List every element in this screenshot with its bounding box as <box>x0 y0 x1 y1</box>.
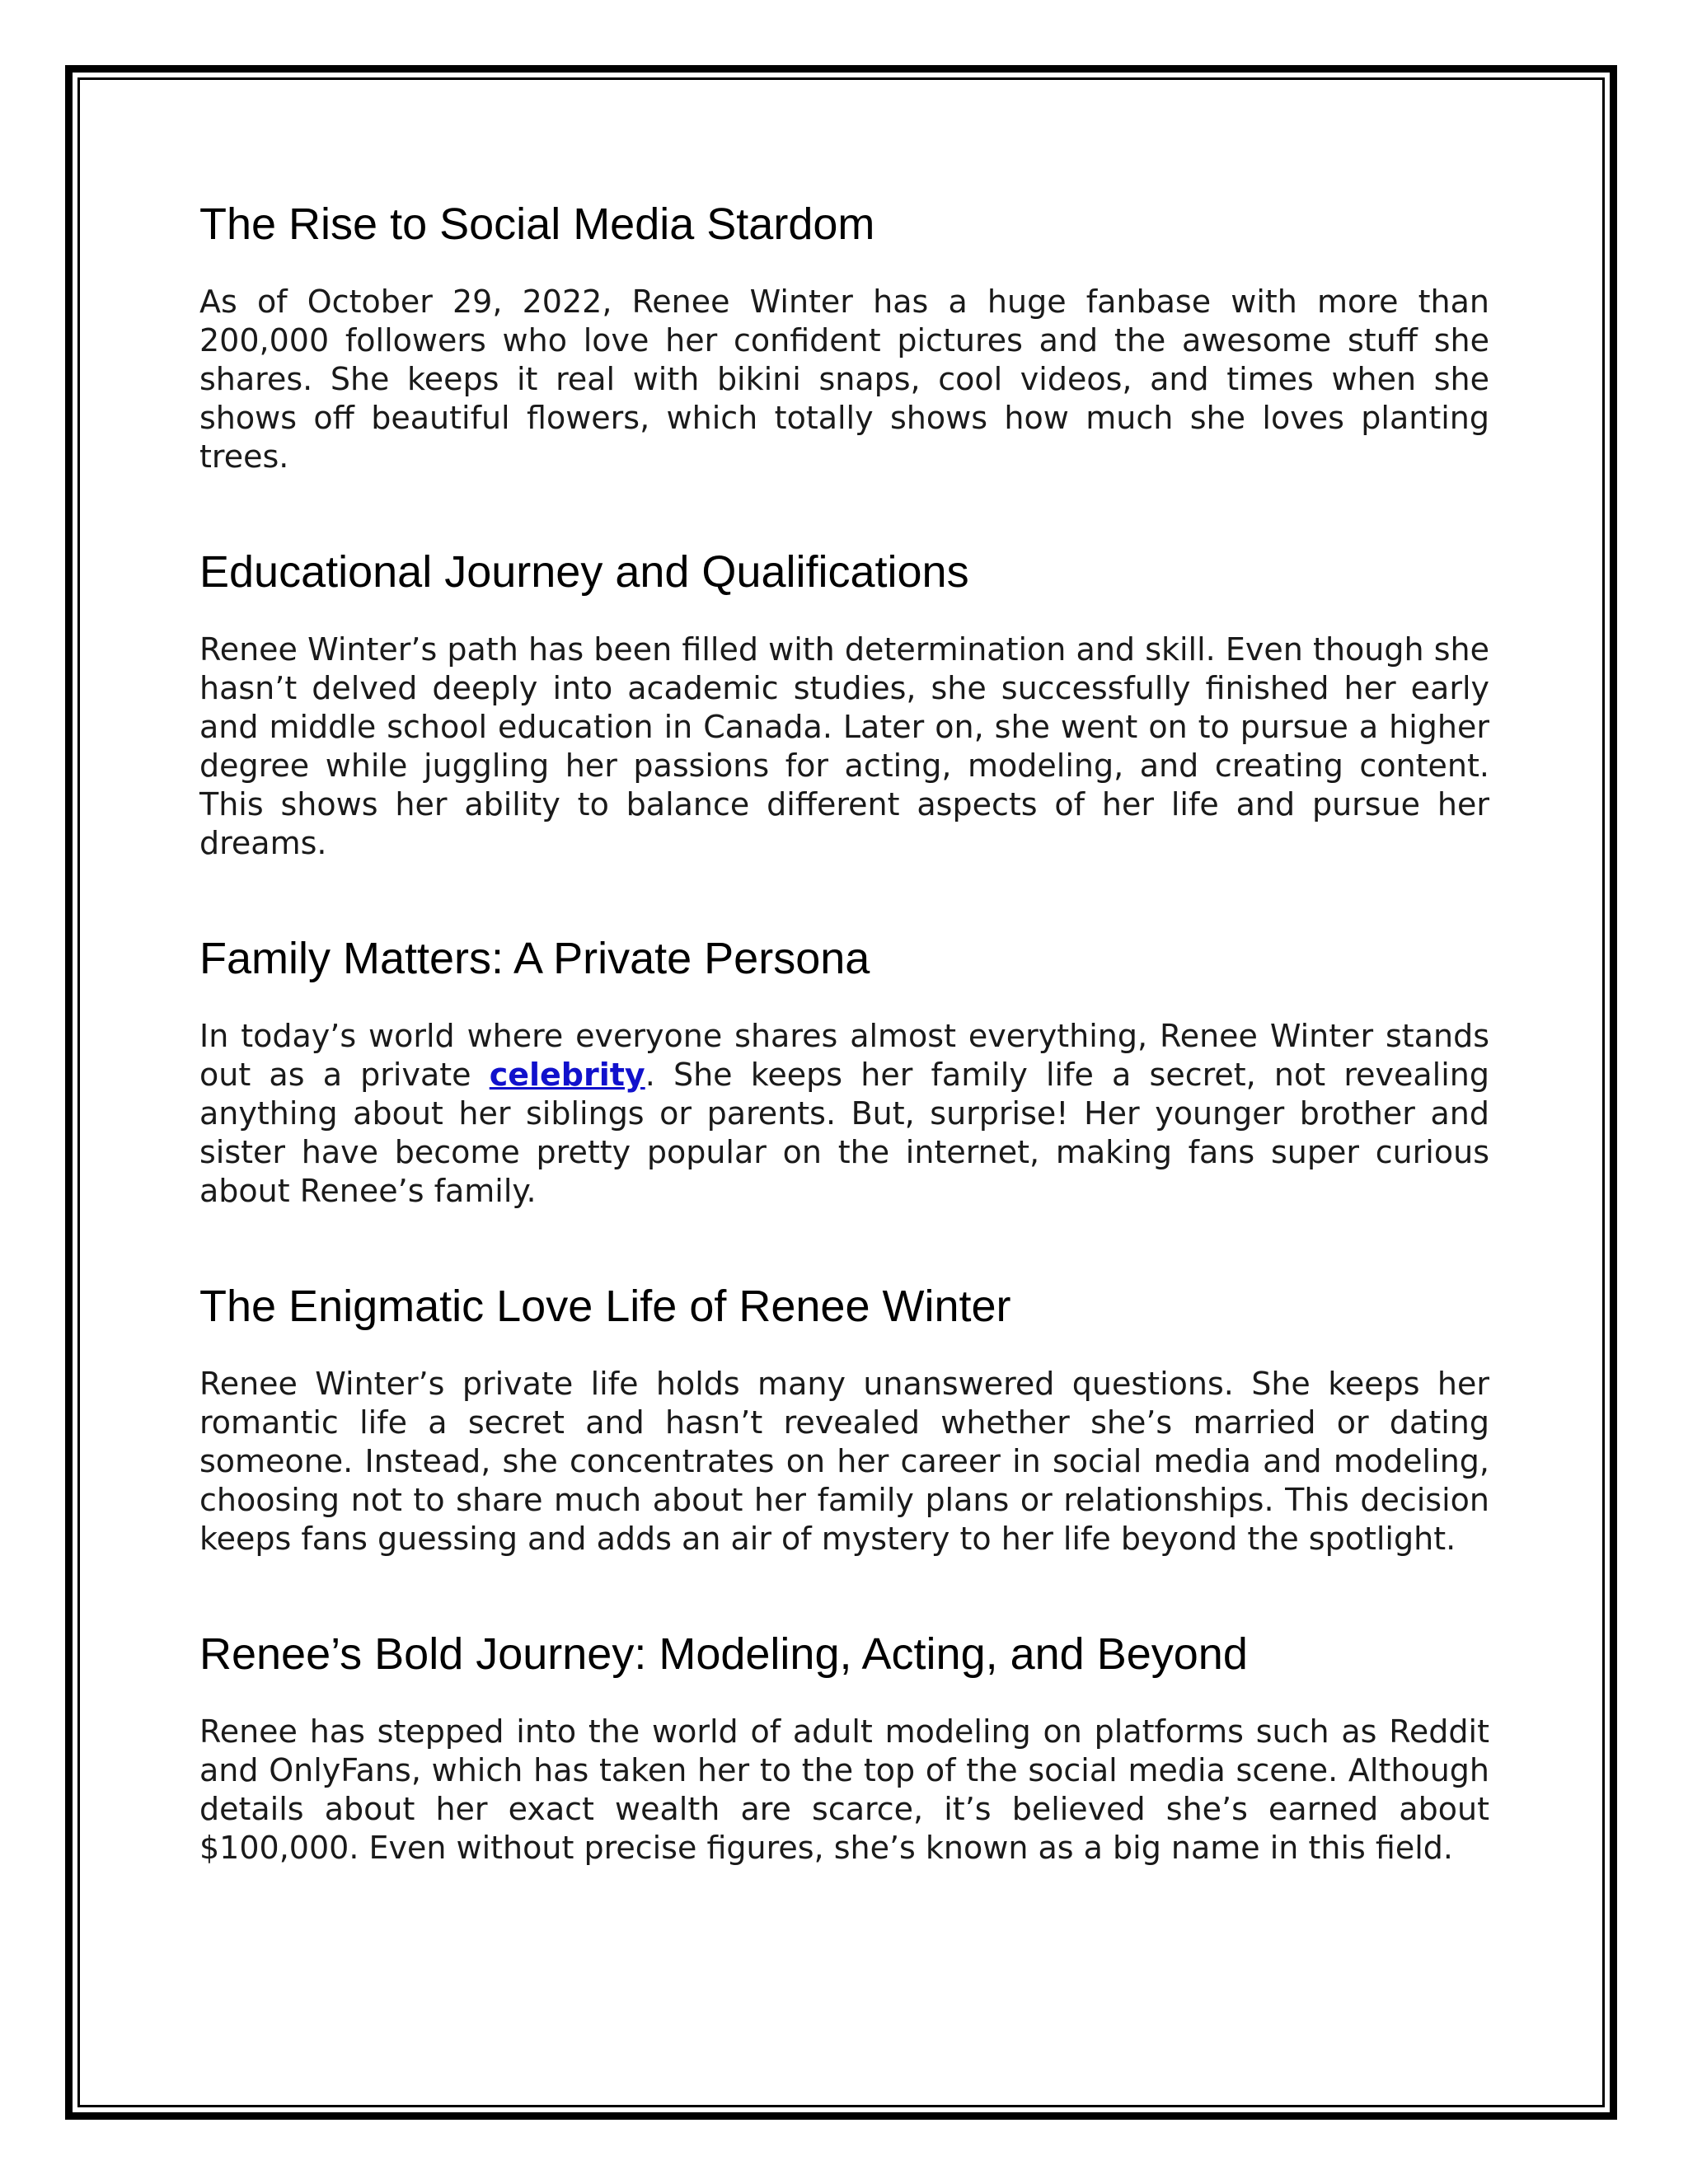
section-heading: Educational Journey and Qualifications <box>199 547 969 597</box>
section-heading: The Enigmatic Love Life of Renee Winter <box>199 1282 1011 1331</box>
section-paragraph: As of October 29, 2022, Renee Winter has a huge fanbase with more than 200,000 followers who love her confident pictures and the awesome stuff she shares. She keeps it real with bikini snaps, cool videos, and times when she shows off beautiful flowers, which totally shows how much she loves planting trees. <box>199 284 1489 475</box>
section-heading: Family Matters: A Private Persona <box>199 934 870 983</box>
section-paragraph <box>199 1017 1489 1211</box>
paragraph-text-before-link: In today’s world where everyone shares almost everything, Renee Winter stands out as a private <box>199 1018 1489 1093</box>
section-family <box>199 932 1489 1211</box>
section-social-media-stardom <box>199 198 1489 476</box>
celebrity-link[interactable]: celebrity <box>489 1057 645 1093</box>
section-education <box>199 546 1489 863</box>
section-paragraph: Renee has stepped into the world of adult modeling on platforms such as Reddit and OnlyFans, which has taken her to the top of the social media scene. Although details about her exact wealth are scarce, it’s believed she’s earned about $100,000. Even without precise figures, she’s known as a big name in this field. <box>199 1713 1489 1866</box>
section-modeling-journey <box>199 1628 1489 1868</box>
section-heading: Renee’s Bold Journey: Modeling, Acting, and Beyond <box>199 1629 1248 1679</box>
section-paragraph: Renee Winter’s path has been filled with determination and skill. Even though she hasn’t delved deeply into academic studies, she successfully finished her early and middle school education in Canada. Later on, she went on to pursue a higher degree while juggling her passions for acting, modeling, and creating content. This shows her ability to balance different aspects of her life and pursue her dreams. <box>199 631 1489 861</box>
paragraph-text-after-link: . She keeps her family life a secret, not revealing anything about her siblings or parents. But, surprise! Her younger brother and sister have become pretty popular on the internet, making fans super curious about Renee’s family. <box>199 1057 1489 1209</box>
section-love-life <box>199 1280 1489 1558</box>
section-heading: The Rise to Social Media Stardom <box>199 199 875 249</box>
document-content <box>199 198 1489 1937</box>
section-paragraph: Renee Winter’s private life holds many unanswered questions. She keeps her romantic life a secret and hasn’t revealed whether she’s married or dating someone. Instead, she concentrates on her career in social media and modeling, choosing not to share much about her family plans or relationships. This decision keeps fans guessing and adds an air of mystery to her life beyond the spotlight. <box>199 1366 1489 1557</box>
